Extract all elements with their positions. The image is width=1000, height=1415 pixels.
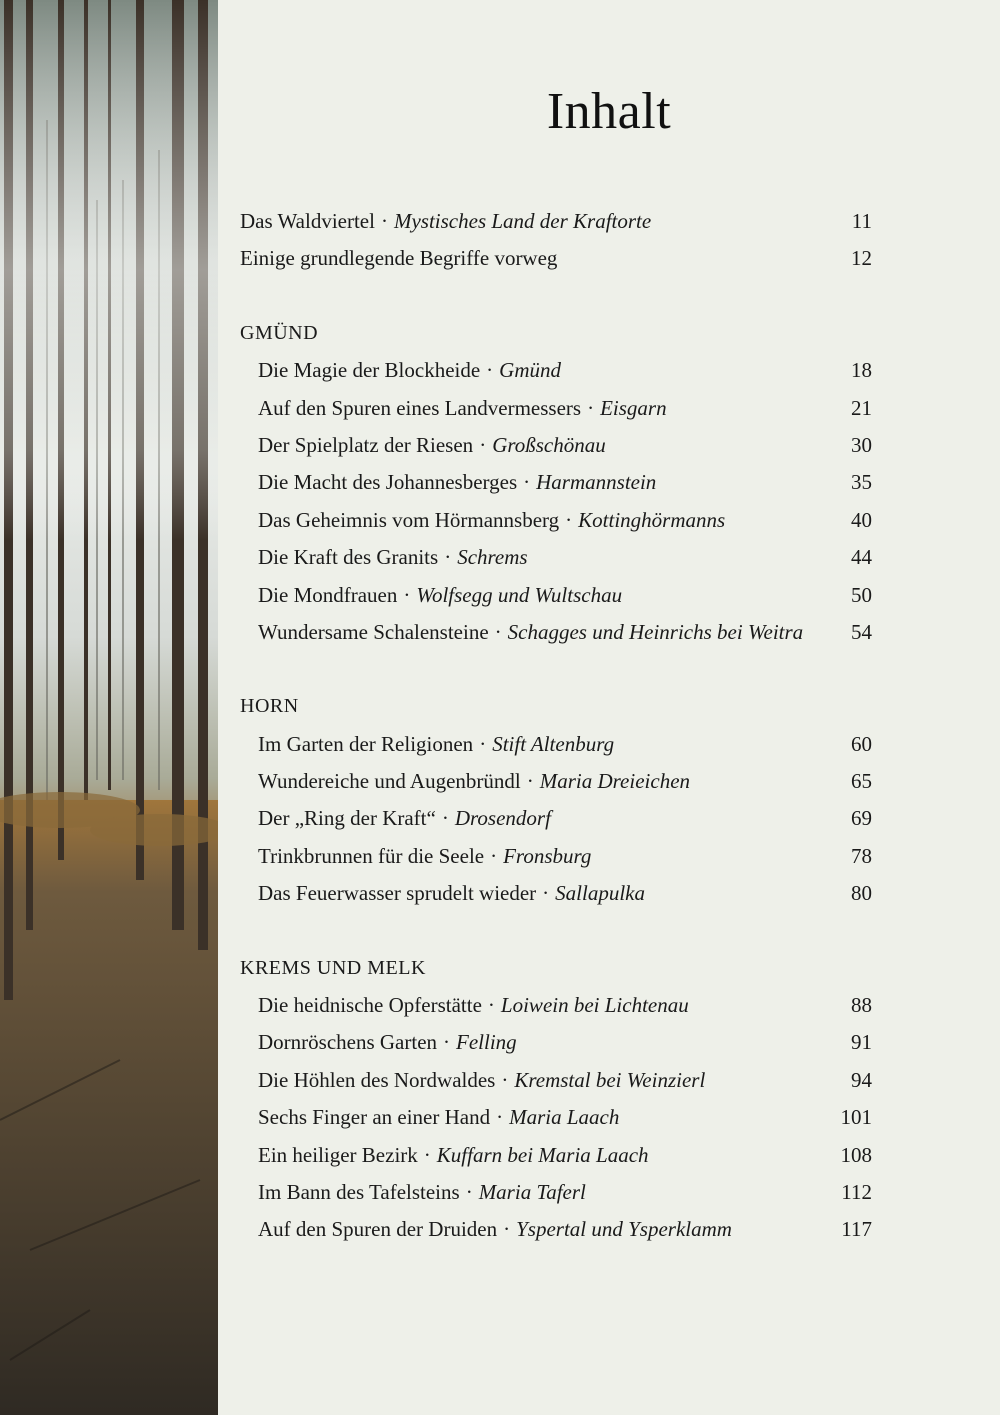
entry-place: Mystisches Land der Kraftorte	[393, 209, 652, 233]
page-number: 80	[851, 881, 872, 906]
toc-entry[interactable]	[240, 502, 872, 539]
toc-entry[interactable]	[240, 614, 872, 651]
page-number: 44	[851, 545, 872, 570]
entry-title: Wundereiche und Augenbründl	[258, 769, 521, 794]
page-number: 112	[841, 1179, 872, 1204]
page-number: 69	[851, 806, 872, 831]
entry-title: Der „Ring der Kraft“	[258, 806, 436, 831]
separator-dot: ·	[443, 1030, 451, 1055]
toc-entry[interactable]	[240, 1099, 872, 1136]
entry-place: Yspertal und Ysperklamm	[516, 1217, 732, 1242]
separator-dot: ·	[526, 769, 534, 794]
page-number: 40	[851, 507, 872, 532]
page-number: 60	[851, 731, 872, 756]
entry-place: Wolfsegg und Wultschau	[416, 582, 623, 607]
toc-entry[interactable]	[240, 1211, 872, 1248]
section-gap	[240, 278, 872, 315]
separator-dot: ·	[423, 1142, 431, 1167]
toc-entry[interactable]	[240, 838, 872, 875]
page-number: 94	[851, 1067, 872, 1092]
separator-dot: ·	[542, 881, 550, 906]
page-number: 30	[851, 432, 872, 457]
page-title: Inhalt	[546, 83, 672, 140]
section-heading: GMÜND	[240, 321, 319, 344]
forest-illustration	[0, 0, 218, 1415]
toc-entry[interactable]	[240, 726, 872, 763]
toc-entry[interactable]	[240, 875, 872, 912]
toc-entry[interactable]	[240, 539, 872, 576]
entry-title: Im Bann des Tafelsteins	[258, 1179, 460, 1204]
separator-dot: ·	[501, 1067, 509, 1092]
table-of-contents	[240, 203, 872, 1249]
toc-entry[interactable]	[240, 240, 872, 277]
entry-title: Trinkbrunnen für die Seele	[258, 843, 485, 868]
separator-dot: ·	[479, 731, 487, 756]
page-number: 18	[851, 358, 872, 383]
page-number: 21	[851, 395, 872, 420]
page-number: 108	[840, 1142, 872, 1167]
toc-entry[interactable]	[240, 1024, 872, 1061]
toc-entry[interactable]	[240, 464, 872, 501]
toc-entry[interactable]	[240, 1174, 872, 1211]
entry-place: Kuffarn bei Maria Laach	[436, 1142, 649, 1167]
entry-title: Dornröschens Garten	[258, 1030, 438, 1055]
toc-entry[interactable]	[240, 427, 872, 464]
page-number: 65	[851, 769, 872, 794]
toc-entry[interactable]	[240, 1137, 872, 1174]
entry-title: Auf den Spuren der Druiden	[258, 1217, 498, 1242]
separator-dot: ·	[403, 582, 411, 607]
section-heading: KREMS UND MELK	[240, 956, 426, 979]
separator-dot: ·	[487, 993, 495, 1018]
entry-title: Die Höhlen des Nordwaldes	[258, 1067, 496, 1092]
entry-place: Harmannstein	[536, 470, 657, 495]
separator-dot: ·	[494, 619, 502, 644]
page-number: 91	[851, 1030, 872, 1055]
entry-place: Stift Altenburg	[492, 731, 615, 756]
toc-entry[interactable]	[240, 203, 872, 240]
entry-place: Maria Laach	[509, 1105, 620, 1130]
entry-title: Wundersame Schalensteine	[258, 619, 489, 644]
page-number: 12	[851, 246, 872, 271]
separator-dot: ·	[523, 470, 531, 495]
entry-place: Gmünd	[499, 358, 562, 383]
separator-dot: ·	[486, 358, 494, 383]
entry-place: Loiwein bei Lichtenau	[500, 993, 689, 1018]
entry-place: Kremstal bei Weinzierl	[514, 1067, 706, 1092]
entry-title: Das Geheimnis vom Hörmannsberg	[258, 507, 560, 532]
toc-entry[interactable]	[240, 390, 872, 427]
page-number: 11	[851, 209, 872, 233]
entry-place: Felling	[456, 1030, 517, 1055]
entry-title: Sechs Finger an einer Hand	[258, 1105, 491, 1130]
page-number: 54	[851, 619, 872, 644]
page-number: 88	[851, 993, 872, 1018]
entry-place: Eisgarn	[600, 395, 667, 420]
entry-place: Schrems	[457, 545, 528, 570]
entry-place: Drosendorf	[454, 806, 551, 831]
entry-place: Fronsburg	[503, 843, 592, 868]
toc-entry[interactable]	[240, 987, 872, 1024]
page-number: 117	[841, 1217, 872, 1242]
entry-title: Auf den Spuren eines Landvermessers	[258, 395, 582, 420]
entry-title: Die Macht des Johannesberges	[258, 470, 518, 495]
entry-place: Sallapulka	[555, 881, 645, 906]
section-gap	[240, 651, 872, 688]
toc-entry[interactable]	[240, 1062, 872, 1099]
page-number: 35	[851, 470, 872, 495]
separator-dot: ·	[496, 1105, 504, 1130]
entry-title: Das Feuerwasser sprudelt wieder	[258, 881, 537, 906]
separator-dot: ·	[587, 395, 595, 420]
separator-dot: ·	[465, 1179, 473, 1204]
section-gap	[240, 913, 872, 950]
entry-title: Das Waldviertel	[240, 209, 375, 233]
entry-place: Maria Taferl	[478, 1179, 586, 1204]
entry-title: Einige grundlegende Begriffe vorweg	[240, 246, 558, 271]
separator-dot: ·	[444, 545, 452, 570]
toc-entry[interactable]	[240, 763, 872, 800]
page-number: 101	[840, 1105, 872, 1130]
toc-entry[interactable]	[240, 352, 872, 389]
separator-dot: ·	[565, 507, 573, 532]
entry-place: Schagges und Heinrichs bei Weitra	[507, 619, 804, 644]
separator-dot: ·	[479, 432, 487, 457]
section-heading: HORN	[240, 695, 299, 718]
separator-dot: ·	[490, 843, 498, 868]
toc-page	[218, 0, 1000, 1415]
entry-title: Im Garten der Religionen	[258, 731, 474, 756]
page-number: 50	[851, 582, 872, 607]
entry-title: Die Magie der Blockheide	[258, 358, 481, 383]
entry-place: Kottinghörmanns	[578, 507, 726, 532]
entry-place: Großschönau	[492, 432, 606, 457]
entry-title: Die Mondfrauen	[258, 582, 398, 607]
separator-dot: ·	[380, 209, 388, 233]
entry-title: Die heidnische Opferstätte	[258, 993, 482, 1018]
toc-entry[interactable]	[240, 800, 872, 837]
forest-photo	[0, 0, 218, 1415]
separator-dot: ·	[441, 806, 449, 831]
entry-title: Die Kraft des Granits	[258, 545, 439, 570]
toc-entry[interactable]	[240, 577, 872, 614]
entry-place: Maria Dreieichen	[539, 769, 691, 794]
page-number: 78	[851, 843, 872, 868]
separator-dot: ·	[503, 1217, 511, 1242]
entry-title: Ein heiliger Bezirk	[258, 1142, 418, 1167]
entry-title: Der Spielplatz der Riesen	[258, 432, 474, 457]
